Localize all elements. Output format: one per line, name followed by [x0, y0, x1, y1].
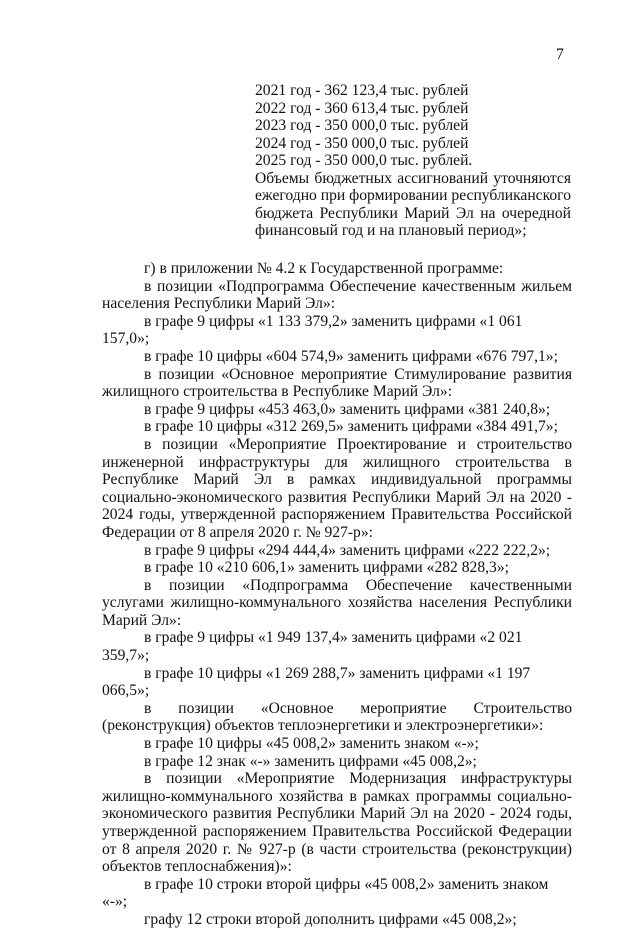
paragraph: в графе 9 цифры «294 444,4» заменить цифрами «222 222,2»; [144, 541, 551, 559]
amendments-section [102, 260, 572, 929]
budget-year-line: 2021 год - 362 123,4 тыс. рублей [255, 82, 469, 99]
paragraph: в графе 10 цифры «1 269 288,7» заменить цифрами «1 197 066,5»; [102, 664, 531, 700]
paragraph: в графе 10 цифры «312 269,5» заменить цифрами «384 491,7»; [144, 418, 558, 436]
paragraph: в графе 9 цифры «1 133 379,2» заменить цифрами «1 061 157,0»; [102, 312, 523, 348]
paragraph: в позиции «Основное мероприятие Строительство (реконструкция) объектов теплоэнергетики и электроэнергетики»: [102, 699, 572, 735]
budget-year-line: 2023 год - 350 000,0 тыс. рублей [255, 117, 469, 134]
paragraph: в графе 9 цифры «453 463,0» заменить цифрами «381 240,8»; [144, 400, 551, 418]
paragraph: в графе 10 «210 606,1» заменить цифрами «282 828,3»; [144, 559, 509, 577]
paragraph: в позиции «Мероприятие Проектирование и строительство инженерной инфраструктуры для жилищного строительства в Республике Марий Эл в рамках индивидуальной программы социально-экономического развития Республики Марий Эл на 2020 - 2024 годы, утвержденной распоряжением Правительства Российской Федерации от 8 апреля 2020 г. № 927-р»: [102, 435, 572, 541]
paragraph: в позиции «Подпрограмма Обеспечение качественным жильем населения Республики Марий Эл»: [102, 277, 572, 313]
budget-year-line: 2025 год - 350 000,0 тыс. рублей. [255, 152, 473, 169]
paragraph: в позиции «Подпрограмма Обеспечение качественными услугами жилищно-коммунального хозяйства населения Республики Марий Эл»: [102, 576, 572, 629]
paragraph: г) в приложении № 4.2 к Государственной программе: [144, 260, 504, 277]
budget-year-line: 2024 год - 350 000,0 тыс. рублей [255, 134, 469, 152]
paragraph: графу 12 строки второй дополнить цифрами «45 008,2»; [144, 910, 517, 928]
paragraph: в графе 10 цифры «604 574,9» заменить цифрами «676 797,1»; [144, 347, 558, 365]
paragraph: в графе 10 строки второй цифры «45 008,2» заменить знаком «-»; [102, 875, 549, 911]
paragraph: в графе 12 знак «-» заменить цифрами «45 008,2»; [144, 752, 477, 770]
paragraph: в позиции «Мероприятие Модернизация инфраструктуры жилищно-коммунального хозяйства в рамках программы социально-экономического развития Республики Марий Эл на 2020 - 2024 годы, утвержденной распоряжением Правительства Российской Федерации от 8 апреля 2020 г. № 927-р (в части строительства (реконструкции) объектов теплоснабжения)»: [102, 770, 572, 876]
budget-note: Объемы бюджетных ассигнований уточняются ежегодно при формировании республиканского бюджета Республики Марий Эл на очередной финансовый год и на плановый период»; [255, 169, 571, 239]
paragraph: в графе 10 цифры «45 008,2» заменить знаком «-»; [144, 735, 479, 753]
paragraph: в позиции «Основное мероприятие Стимулирование развития жилищного строительства в Республике Марий Эл»: [102, 365, 572, 401]
paragraph: в графе 9 цифры «1 949 137,4» заменить цифрами «2 021 359,7»; [102, 629, 523, 665]
budget-year-line: 2022 год - 360 613,4 тыс. рублей [255, 99, 469, 117]
budget-years-block [255, 82, 571, 240]
page-number: 7 [556, 46, 564, 63]
